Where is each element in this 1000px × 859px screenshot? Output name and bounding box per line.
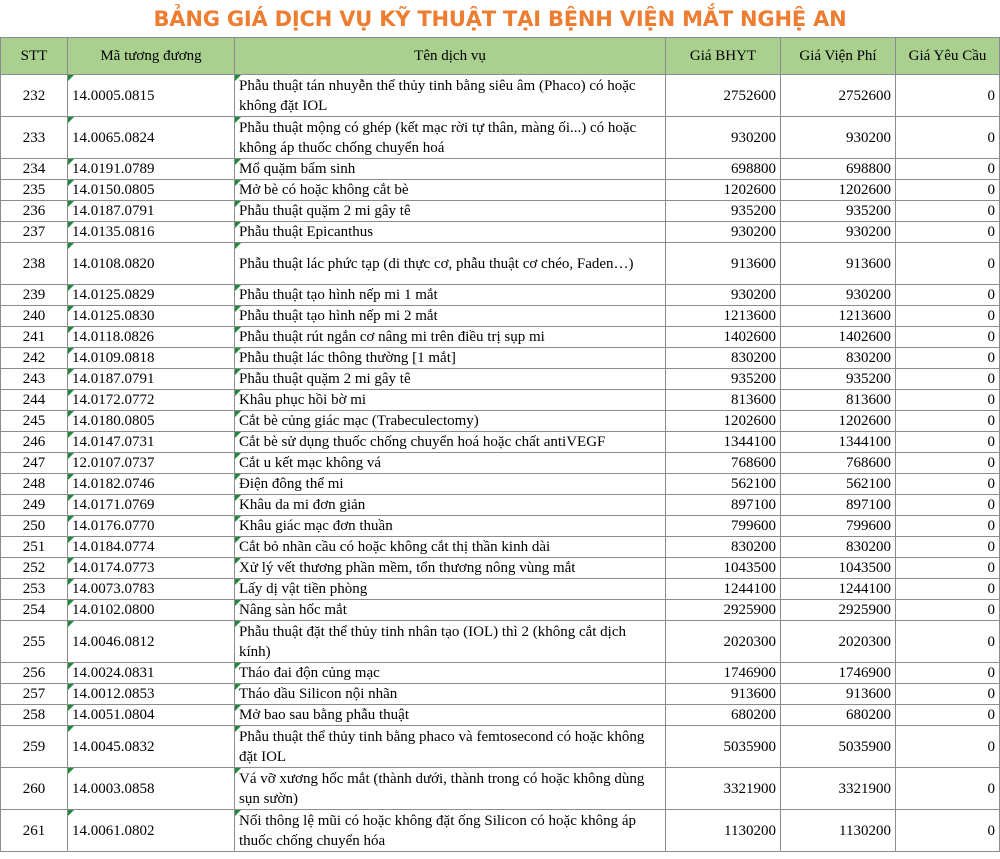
header-row bbox=[1, 38, 1000, 75]
cell-request-price[interactable]: 0 bbox=[896, 453, 1000, 474]
cell-hospital-price[interactable]: 1746900 bbox=[781, 663, 896, 684]
cell-bhyt-price[interactable]: 3321900 bbox=[666, 768, 781, 810]
cell-bhyt-price[interactable]: 1213600 bbox=[666, 306, 781, 327]
cell-code[interactable]: 14.0187.0791 bbox=[68, 201, 235, 222]
header-code[interactable]: Mã tương đương bbox=[68, 38, 235, 75]
cell-hospital-price[interactable]: 830200 bbox=[781, 537, 896, 558]
table-row bbox=[1, 243, 1000, 285]
cell-stt[interactable]: 239 bbox=[1, 285, 68, 306]
cell-service-name[interactable]: Tháo dầu Silicon nội nhãn bbox=[235, 684, 666, 705]
cell-service-name[interactable]: Nối thông lệ mũi có hoặc không đặt ống Silicon có hoặc không áp thuốc chống chuyển hóa bbox=[235, 810, 666, 852]
cell-hospital-price[interactable]: 830200 bbox=[781, 348, 896, 369]
cell-hospital-price[interactable]: 5035900 bbox=[781, 726, 896, 768]
header-bhyt-price[interactable]: Giá BHYT bbox=[666, 38, 781, 75]
header-request-price[interactable]: Giá Yêu Cầu bbox=[896, 38, 1000, 75]
cell-bhyt-price[interactable]: 1402600 bbox=[666, 327, 781, 348]
cell-bhyt-price[interactable]: 813600 bbox=[666, 390, 781, 411]
cell-code[interactable]: 14.0061.0802 bbox=[68, 810, 235, 852]
table-row bbox=[1, 348, 1000, 369]
cell-stt[interactable]: 250 bbox=[1, 516, 68, 537]
cell-hospital-price[interactable]: 1202600 bbox=[781, 411, 896, 432]
cell-code[interactable]: 14.0184.0774 bbox=[68, 537, 235, 558]
cell-request-price[interactable]: 0 bbox=[896, 75, 1000, 117]
cell-code[interactable]: 14.0073.0783 bbox=[68, 579, 235, 600]
table-row bbox=[1, 327, 1000, 348]
cell-request-price[interactable]: 0 bbox=[896, 768, 1000, 810]
cell-request-price[interactable]: 0 bbox=[896, 495, 1000, 516]
cell-stt[interactable]: 258 bbox=[1, 705, 68, 726]
cell-service-name[interactable]: Cắt bỏ nhãn cầu có hoặc không cắt thị thần kinh dài bbox=[235, 537, 666, 558]
table-row bbox=[1, 705, 1000, 726]
cell-code[interactable]: 14.0118.0826 bbox=[68, 327, 235, 348]
table-row bbox=[1, 684, 1000, 705]
table-row bbox=[1, 75, 1000, 117]
cell-request-price[interactable]: 0 bbox=[896, 558, 1000, 579]
cell-service-name[interactable]: Phẫu thuật lác thông thường [1 mắt] bbox=[235, 348, 666, 369]
cell-bhyt-price[interactable]: 930200 bbox=[666, 285, 781, 306]
cell-request-price[interactable]: 0 bbox=[896, 222, 1000, 243]
table-row bbox=[1, 432, 1000, 453]
table-row bbox=[1, 810, 1000, 852]
cell-stt[interactable]: 255 bbox=[1, 621, 68, 663]
cell-bhyt-price[interactable]: 935200 bbox=[666, 369, 781, 390]
cell-code[interactable]: 14.0024.0831 bbox=[68, 663, 235, 684]
cell-stt[interactable]: 234 bbox=[1, 159, 68, 180]
cell-hospital-price[interactable]: 1402600 bbox=[781, 327, 896, 348]
cell-code[interactable]: 14.0108.0820 bbox=[68, 243, 235, 285]
cell-hospital-price[interactable]: 930200 bbox=[781, 117, 896, 159]
cell-request-price[interactable]: 0 bbox=[896, 474, 1000, 495]
cell-stt[interactable]: 261 bbox=[1, 810, 68, 852]
cell-service-name[interactable]: Phẫu thuật mộng có ghép (kết mạc rời tự thân, màng ối...) có hoặc không áp thuốc chống chuyển hoá bbox=[235, 117, 666, 159]
cell-service-name[interactable]: Phẫu thuật rút ngắn cơ nâng mi trên điều trị sụp mi bbox=[235, 327, 666, 348]
cell-service-name[interactable]: Phẫu thuật tán nhuyễn thể thủy tinh bằng siêu âm (Phaco) có hoặc không đặt IOL bbox=[235, 75, 666, 117]
cell-hospital-price[interactable]: 1130200 bbox=[781, 810, 896, 852]
cell-service-name[interactable]: Phẫu thuật tạo hình nếp mi 2 mắt bbox=[235, 306, 666, 327]
header-stt[interactable]: STT bbox=[1, 38, 68, 75]
cell-code[interactable]: 14.0125.0830 bbox=[68, 306, 235, 327]
cell-code[interactable]: 14.0147.0731 bbox=[68, 432, 235, 453]
cell-stt[interactable]: 233 bbox=[1, 117, 68, 159]
cell-request-price[interactable]: 0 bbox=[896, 579, 1000, 600]
cell-bhyt-price[interactable]: 2925900 bbox=[666, 600, 781, 621]
cell-code[interactable]: 14.0191.0789 bbox=[68, 159, 235, 180]
table-row bbox=[1, 474, 1000, 495]
cell-stt[interactable]: 256 bbox=[1, 663, 68, 684]
cell-code[interactable]: 14.0172.0772 bbox=[68, 390, 235, 411]
cell-request-price[interactable]: 0 bbox=[896, 621, 1000, 663]
cell-hospital-price[interactable]: 562100 bbox=[781, 474, 896, 495]
table-row bbox=[1, 222, 1000, 243]
cell-request-price[interactable]: 0 bbox=[896, 726, 1000, 768]
cell-stt[interactable]: 260 bbox=[1, 768, 68, 810]
cell-hospital-price[interactable]: 935200 bbox=[781, 201, 896, 222]
cell-code[interactable]: 14.0045.0832 bbox=[68, 726, 235, 768]
cell-bhyt-price[interactable]: 698800 bbox=[666, 159, 781, 180]
cell-request-price[interactable]: 0 bbox=[896, 369, 1000, 390]
cell-service-name[interactable]: Phẫu thuật lác phức tạp (di thực cơ, phẫu thuật cơ chéo, Faden…) bbox=[235, 243, 666, 285]
table-row bbox=[1, 306, 1000, 327]
cell-hospital-price[interactable]: 1043500 bbox=[781, 558, 896, 579]
cell-hospital-price[interactable]: 1244100 bbox=[781, 579, 896, 600]
table-row bbox=[1, 453, 1000, 474]
cell-stt[interactable]: 243 bbox=[1, 369, 68, 390]
cell-stt[interactable]: 253 bbox=[1, 579, 68, 600]
page-title: BẢNG GIÁ DỊCH VỤ KỸ THUẬT TẠI BỆNH VIỆN MẮT NGHỆ AN bbox=[153, 7, 847, 31]
header-service-name[interactable]: Tên dịch vụ bbox=[235, 38, 666, 75]
cell-request-price[interactable]: 0 bbox=[896, 432, 1000, 453]
cell-bhyt-price[interactable]: 562100 bbox=[666, 474, 781, 495]
cell-code[interactable]: 14.0109.0818 bbox=[68, 348, 235, 369]
cell-stt[interactable]: 245 bbox=[1, 411, 68, 432]
cell-stt[interactable]: 247 bbox=[1, 453, 68, 474]
cell-request-price[interactable]: 0 bbox=[896, 243, 1000, 285]
cell-bhyt-price[interactable]: 1202600 bbox=[666, 180, 781, 201]
cell-hospital-price[interactable]: 897100 bbox=[781, 495, 896, 516]
cell-stt[interactable]: 249 bbox=[1, 495, 68, 516]
cell-hospital-price[interactable]: 698800 bbox=[781, 159, 896, 180]
table-row bbox=[1, 768, 1000, 810]
cell-service-name[interactable]: Phẫu thuật quặm 2 mi gây tê bbox=[235, 369, 666, 390]
cell-service-name[interactable]: Phẫu thuật tạo hình nếp mi 1 mắt bbox=[235, 285, 666, 306]
table-row bbox=[1, 663, 1000, 684]
cell-request-price[interactable]: 0 bbox=[896, 516, 1000, 537]
table-row bbox=[1, 390, 1000, 411]
cell-bhyt-price[interactable]: 913600 bbox=[666, 243, 781, 285]
header-hospital-price[interactable]: Giá Viện Phí bbox=[781, 38, 896, 75]
cell-code[interactable]: 14.0182.0746 bbox=[68, 474, 235, 495]
cell-request-price[interactable]: 0 bbox=[896, 180, 1000, 201]
table-row bbox=[1, 495, 1000, 516]
cell-stt[interactable]: 237 bbox=[1, 222, 68, 243]
cell-code[interactable]: 12.0107.0737 bbox=[68, 453, 235, 474]
cell-stt[interactable]: 232 bbox=[1, 75, 68, 117]
cell-service-name[interactable]: Tháo đai độn củng mạc bbox=[235, 663, 666, 684]
cell-service-name[interactable]: Lấy dị vật tiền phòng bbox=[235, 579, 666, 600]
cell-hospital-price[interactable]: 3321900 bbox=[781, 768, 896, 810]
cell-request-price[interactable]: 0 bbox=[896, 306, 1000, 327]
cell-request-price[interactable]: 0 bbox=[896, 600, 1000, 621]
cell-service-name[interactable]: Khâu da mi đơn giản bbox=[235, 495, 666, 516]
table-row bbox=[1, 600, 1000, 621]
table-row bbox=[1, 579, 1000, 600]
cell-bhyt-price[interactable]: 897100 bbox=[666, 495, 781, 516]
table-row bbox=[1, 411, 1000, 432]
cell-code[interactable]: 14.0125.0829 bbox=[68, 285, 235, 306]
cell-code[interactable]: 14.0003.0858 bbox=[68, 768, 235, 810]
cell-service-name[interactable]: Mở bao sau bằng phẫu thuật bbox=[235, 705, 666, 726]
cell-code[interactable]: 14.0171.0769 bbox=[68, 495, 235, 516]
cell-bhyt-price[interactable]: 1202600 bbox=[666, 411, 781, 432]
table-row bbox=[1, 117, 1000, 159]
cell-hospital-price[interactable]: 2752600 bbox=[781, 75, 896, 117]
cell-stt[interactable]: 257 bbox=[1, 684, 68, 705]
table-row bbox=[1, 726, 1000, 768]
cell-code[interactable]: 14.0150.0805 bbox=[68, 180, 235, 201]
cell-bhyt-price[interactable]: 913600 bbox=[666, 684, 781, 705]
cell-code[interactable]: 14.0046.0812 bbox=[68, 621, 235, 663]
cell-service-name[interactable]: Phẫu thuật Epicanthus bbox=[235, 222, 666, 243]
cell-hospital-price[interactable]: 1202600 bbox=[781, 180, 896, 201]
table-row bbox=[1, 558, 1000, 579]
table-row bbox=[1, 201, 1000, 222]
table-row bbox=[1, 516, 1000, 537]
cell-service-name[interactable]: Điện đông thể mi bbox=[235, 474, 666, 495]
cell-stt[interactable]: 242 bbox=[1, 348, 68, 369]
cell-service-name[interactable]: Phẫu thuật quặm 2 mi gây tê bbox=[235, 201, 666, 222]
cell-bhyt-price[interactable]: 935200 bbox=[666, 201, 781, 222]
cell-code[interactable]: 14.0180.0805 bbox=[68, 411, 235, 432]
cell-service-name[interactable]: Phẫu thuật đặt thể thủy tinh nhân tạo (IOL) thì 2 (không cắt dịch kính) bbox=[235, 621, 666, 663]
cell-bhyt-price[interactable]: 830200 bbox=[666, 348, 781, 369]
cell-hospital-price[interactable]: 680200 bbox=[781, 705, 896, 726]
cell-request-price[interactable]: 0 bbox=[896, 705, 1000, 726]
cell-request-price[interactable]: 0 bbox=[896, 348, 1000, 369]
cell-bhyt-price[interactable]: 930200 bbox=[666, 222, 781, 243]
cell-code[interactable]: 14.0135.0816 bbox=[68, 222, 235, 243]
cell-bhyt-price[interactable]: 1130200 bbox=[666, 810, 781, 852]
cell-bhyt-price[interactable]: 799600 bbox=[666, 516, 781, 537]
cell-service-name[interactable]: Cắt bè sử dụng thuốc chống chuyển hoá hoặc chất antiVEGF bbox=[235, 432, 666, 453]
cell-stt[interactable]: 246 bbox=[1, 432, 68, 453]
cell-hospital-price[interactable]: 813600 bbox=[781, 390, 896, 411]
cell-bhyt-price[interactable]: 1043500 bbox=[666, 558, 781, 579]
cell-request-price[interactable]: 0 bbox=[896, 684, 1000, 705]
table-row bbox=[1, 285, 1000, 306]
cell-hospital-price[interactable]: 930200 bbox=[781, 222, 896, 243]
cell-code[interactable]: 14.0187.0791 bbox=[68, 369, 235, 390]
cell-hospital-price[interactable]: 768600 bbox=[781, 453, 896, 474]
cell-request-price[interactable]: 0 bbox=[896, 663, 1000, 684]
cell-service-name[interactable]: Cắt u kết mạc không vá bbox=[235, 453, 666, 474]
cell-service-name[interactable]: Khâu phục hồi bờ mi bbox=[235, 390, 666, 411]
cell-hospital-price[interactable]: 913600 bbox=[781, 243, 896, 285]
cell-stt[interactable]: 235 bbox=[1, 180, 68, 201]
cell-request-price[interactable]: 0 bbox=[896, 390, 1000, 411]
cell-stt[interactable]: 251 bbox=[1, 537, 68, 558]
cell-service-name[interactable]: Khâu giác mạc đơn thuần bbox=[235, 516, 666, 537]
cell-service-name[interactable]: Phẫu thuật thể thủy tinh bằng phaco và femtosecond có hoặc không đặt IOL bbox=[235, 726, 666, 768]
cell-stt[interactable]: 240 bbox=[1, 306, 68, 327]
price-table bbox=[0, 37, 1000, 852]
cell-service-name[interactable]: Nâng sàn hốc mắt bbox=[235, 600, 666, 621]
cell-code[interactable]: 14.0102.0800 bbox=[68, 600, 235, 621]
cell-bhyt-price[interactable]: 2020300 bbox=[666, 621, 781, 663]
cell-bhyt-price[interactable]: 1244100 bbox=[666, 579, 781, 600]
cell-service-name[interactable]: Cắt bè củng giác mạc (Trabeculectomy) bbox=[235, 411, 666, 432]
cell-bhyt-price[interactable]: 1344100 bbox=[666, 432, 781, 453]
table-row bbox=[1, 621, 1000, 663]
table-row bbox=[1, 369, 1000, 390]
cell-code[interactable]: 14.0051.0804 bbox=[68, 705, 235, 726]
cell-bhyt-price[interactable]: 2752600 bbox=[666, 75, 781, 117]
cell-stt[interactable]: 252 bbox=[1, 558, 68, 579]
cell-code[interactable]: 14.0065.0824 bbox=[68, 117, 235, 159]
cell-bhyt-price[interactable]: 1746900 bbox=[666, 663, 781, 684]
table-row bbox=[1, 159, 1000, 180]
cell-request-price[interactable]: 0 bbox=[896, 285, 1000, 306]
cell-hospital-price[interactable]: 799600 bbox=[781, 516, 896, 537]
cell-stt[interactable]: 244 bbox=[1, 390, 68, 411]
cell-hospital-price[interactable]: 2925900 bbox=[781, 600, 896, 621]
cell-request-price[interactable]: 0 bbox=[896, 327, 1000, 348]
cell-stt[interactable]: 241 bbox=[1, 327, 68, 348]
cell-hospital-price[interactable]: 930200 bbox=[781, 285, 896, 306]
cell-service-name[interactable]: Mở bè có hoặc không cắt bè bbox=[235, 180, 666, 201]
cell-bhyt-price[interactable]: 680200 bbox=[666, 705, 781, 726]
cell-stt[interactable]: 236 bbox=[1, 201, 68, 222]
cell-hospital-price[interactable]: 1213600 bbox=[781, 306, 896, 327]
cell-code[interactable]: 14.0005.0815 bbox=[68, 75, 235, 117]
cell-hospital-price[interactable]: 1344100 bbox=[781, 432, 896, 453]
cell-hospital-price[interactable]: 935200 bbox=[781, 369, 896, 390]
cell-stt[interactable]: 254 bbox=[1, 600, 68, 621]
cell-stt[interactable]: 248 bbox=[1, 474, 68, 495]
cell-hospital-price[interactable]: 913600 bbox=[781, 684, 896, 705]
cell-request-price[interactable]: 0 bbox=[896, 411, 1000, 432]
cell-service-name[interactable]: Vá vỡ xương hốc mắt (thành dưới, thành trong có hoặc không dùng sụn sườn) bbox=[235, 768, 666, 810]
cell-code[interactable]: 14.0176.0770 bbox=[68, 516, 235, 537]
cell-stt[interactable]: 238 bbox=[1, 243, 68, 285]
cell-request-price[interactable]: 0 bbox=[896, 117, 1000, 159]
cell-bhyt-price[interactable]: 930200 bbox=[666, 117, 781, 159]
table-row bbox=[1, 180, 1000, 201]
cell-request-price[interactable]: 0 bbox=[896, 810, 1000, 852]
cell-service-name[interactable]: Xử lý vết thương phần mềm, tổn thương nông vùng mắt bbox=[235, 558, 666, 579]
table-row bbox=[1, 537, 1000, 558]
cell-hospital-price[interactable]: 2020300 bbox=[781, 621, 896, 663]
cell-service-name[interactable]: Mổ quặm bẩm sinh bbox=[235, 159, 666, 180]
cell-bhyt-price[interactable]: 5035900 bbox=[666, 726, 781, 768]
cell-bhyt-price[interactable]: 768600 bbox=[666, 453, 781, 474]
cell-bhyt-price[interactable]: 830200 bbox=[666, 537, 781, 558]
cell-code[interactable]: 14.0174.0773 bbox=[68, 558, 235, 579]
cell-stt[interactable]: 259 bbox=[1, 726, 68, 768]
cell-code[interactable]: 14.0012.0853 bbox=[68, 684, 235, 705]
cell-request-price[interactable]: 0 bbox=[896, 159, 1000, 180]
cell-request-price[interactable]: 0 bbox=[896, 537, 1000, 558]
cell-request-price[interactable]: 0 bbox=[896, 201, 1000, 222]
